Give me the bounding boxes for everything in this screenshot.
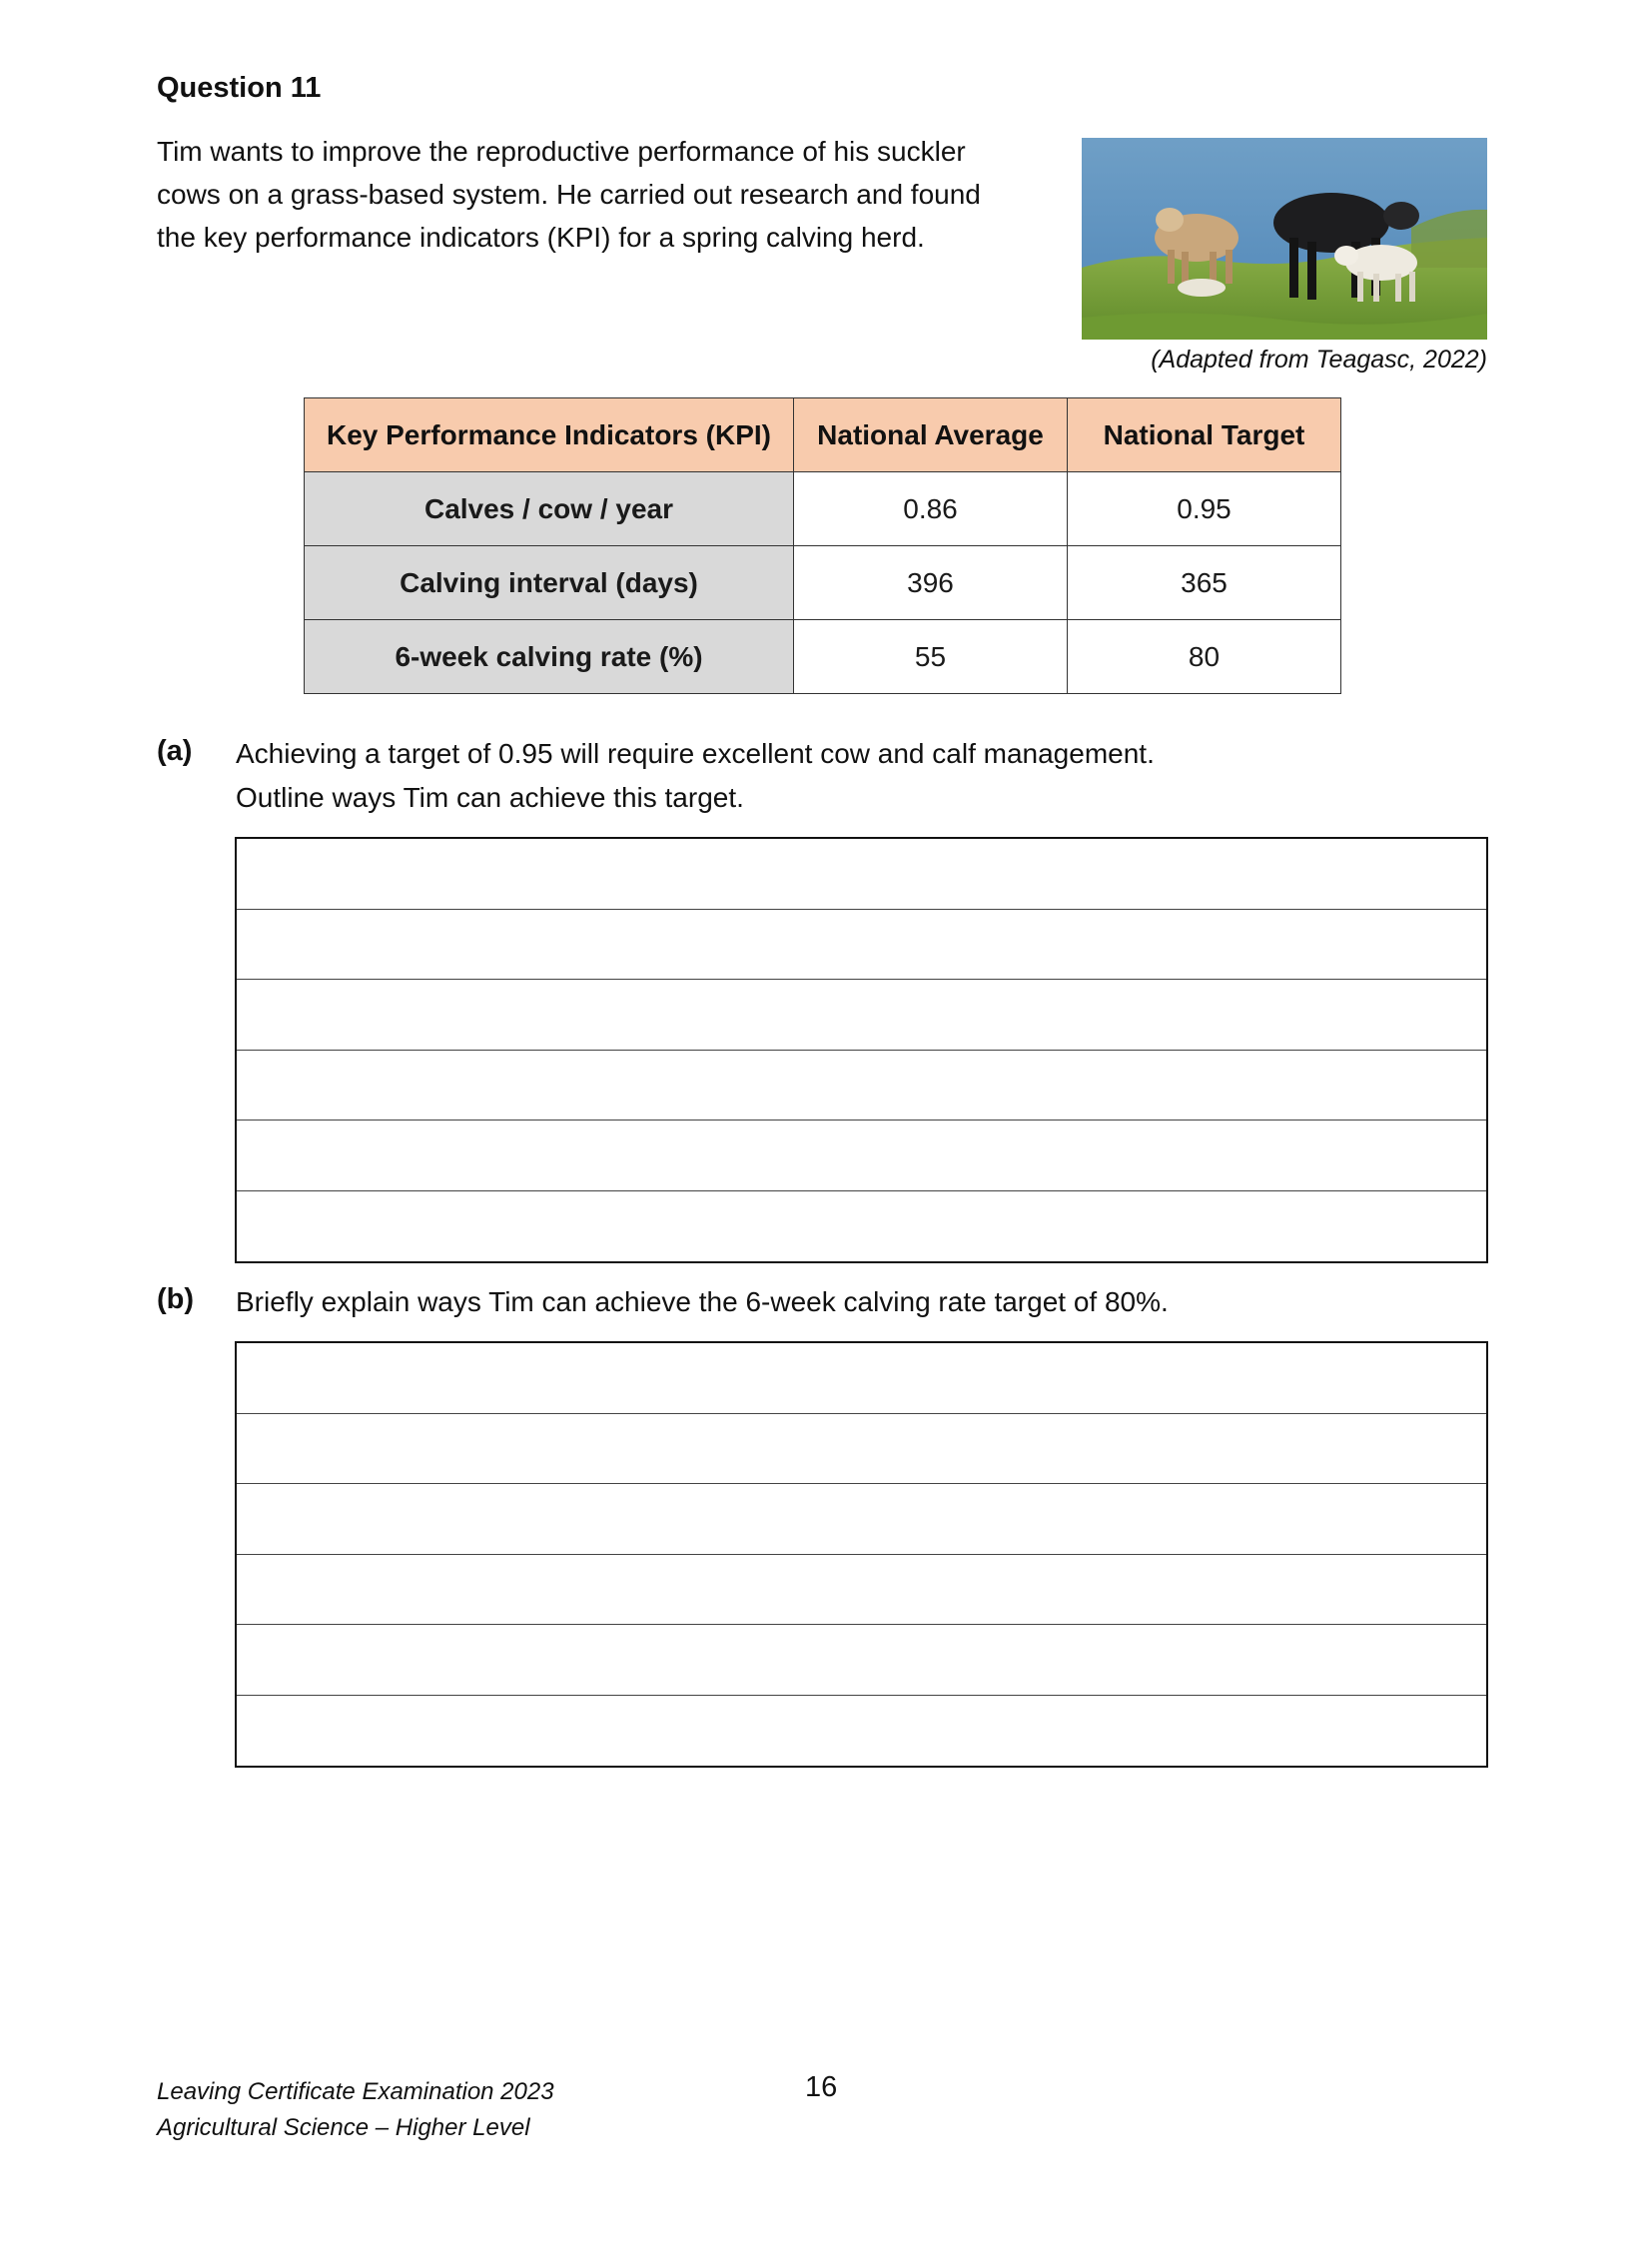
footer-line-2: Agricultural Science – Higher Level (157, 2114, 530, 2141)
answer-line[interactable] (237, 1484, 1486, 1555)
answer-line[interactable] (237, 1414, 1486, 1485)
part-a-line: Achieving a target of 0.95 will require excellent cow and calf management. (236, 738, 1155, 769)
answer-line[interactable] (237, 1121, 1486, 1191)
kpi-label-cell: Calves / cow / year (305, 472, 794, 546)
intro-line: the key performance indicators (KPI) for a spring calving herd. (157, 222, 925, 253)
intro-line: cows on a grass-based system. He carried out research and found (157, 179, 981, 210)
kpi-header-row (305, 398, 1341, 472)
target-cell: 365 (1068, 546, 1341, 620)
answer-line[interactable] (237, 980, 1486, 1051)
target-header-cell: National Target (1068, 398, 1341, 472)
part-b-label: (b) (157, 1283, 195, 1315)
answer-line[interactable] (237, 1555, 1486, 1626)
answer-line[interactable] (237, 1191, 1486, 1262)
kpi-table (304, 397, 1341, 694)
part-b-answer-box[interactable] (235, 1341, 1488, 1768)
average-header-cell: National Average (794, 398, 1068, 472)
average-cell: 396 (794, 546, 1068, 620)
table-row (305, 546, 1341, 620)
kpi-label-cell: 6-week calving rate (%) (305, 620, 794, 694)
part-a-answer-box[interactable] (235, 837, 1488, 1263)
footer-line-1: Leaving Certificate Examination 2023 (157, 2078, 554, 2105)
target-cell: 0.95 (1068, 472, 1341, 546)
part-b-line: Briefly explain ways Tim can achieve the 6-week calving rate target of 80%. (236, 1286, 1169, 1317)
table-row (305, 620, 1341, 694)
target-cell: 80 (1068, 620, 1341, 694)
answer-line[interactable] (237, 839, 1486, 910)
question-title: Question 11 (157, 72, 322, 104)
average-cell: 0.86 (794, 472, 1068, 546)
table-row (305, 472, 1341, 546)
footer-exam-info (157, 2074, 554, 2146)
cows-photo (1082, 138, 1487, 340)
kpi-header-cell: Key Performance Indicators (KPI) (305, 398, 794, 472)
answer-line[interactable] (237, 1696, 1486, 1767)
image-credit: (Adapted from Teagasc, 2022) (1151, 346, 1487, 374)
average-cell: 55 (794, 620, 1068, 694)
part-b-text (236, 1280, 1484, 1324)
answer-line[interactable] (237, 910, 1486, 981)
intro-line: Tim wants to improve the reproductive performance of his suckler (157, 136, 966, 167)
answer-line[interactable] (237, 1625, 1486, 1696)
kpi-label-cell: Calving interval (days) (305, 546, 794, 620)
part-a-label: (a) (157, 735, 193, 767)
answer-line[interactable] (237, 1051, 1486, 1122)
part-a-text (236, 732, 1484, 820)
question-intro (157, 130, 1076, 259)
answer-line[interactable] (237, 1343, 1486, 1414)
page-number: 16 (805, 2071, 838, 2103)
part-a-line: Outline ways Tim can achieve this target. (236, 782, 744, 813)
